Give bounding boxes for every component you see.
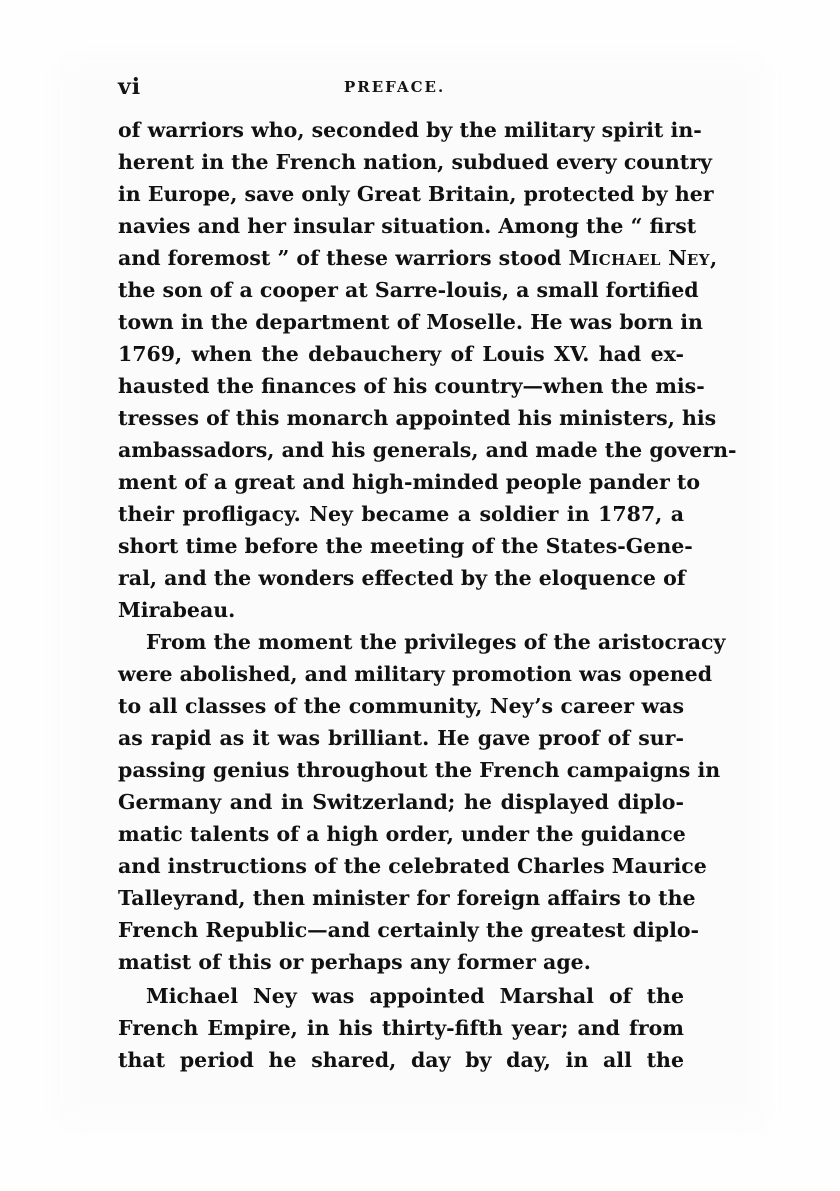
text-line: French Republic—and certainly the greatest diplo- [118, 918, 700, 942]
text-line: of warriors who, seconded by the military spirit in- [118, 118, 702, 142]
text-line: matist of this or perhaps any former age. [118, 950, 591, 974]
small-caps-initial: M [568, 246, 592, 270]
text-line: 1769, when the debauchery of Louis XV. had ex- [118, 342, 684, 366]
text-line: French Empire, in his thirty-fifth year; and from [118, 1016, 684, 1040]
text-line: passing genius throughout the French campaigns in [118, 758, 721, 782]
text-run: and foremost ” of these warriors stood [118, 246, 569, 270]
text-line: ambassadors, and his generals, and made the govern- [118, 438, 737, 462]
text-line: Michael Ney was appointed Marshal of the [146, 984, 684, 1008]
text-line: Germany and in Switzerland; he displayed diplo- [118, 790, 684, 814]
text-line: to all classes of the community, Ney’s career was [118, 694, 684, 718]
text-line: short time before the meeting of the States-Gene- [118, 534, 693, 558]
page-header [118, 74, 688, 104]
text-run: , [710, 246, 718, 270]
text-line: their profligacy. Ney became a soldier in 1787, a [118, 502, 684, 526]
text-line: herent in the French nation, subdued every country [118, 150, 712, 174]
text-line: the son of a cooper at Sarre-louis, a small fortified [118, 278, 699, 302]
page-number: vi [118, 74, 142, 100]
text-line: that period he shared, day by day, in all the [118, 1048, 684, 1072]
text-line [118, 242, 718, 274]
text-line: town in the department of Moselle. He was born in [118, 310, 703, 334]
text-line: hausted the finances of his country—when the mis- [118, 374, 705, 398]
text-line: From the moment the privileges of the aristocracy [146, 630, 726, 654]
running-title: PREFACE. [344, 78, 446, 96]
small-caps-rest: EY [686, 251, 710, 269]
small-caps-rest: ICHAEL [591, 251, 661, 269]
text-line: Talleyrand, then minister for foreign affairs to the [118, 886, 696, 910]
text-line: tresses of this monarch appointed his ministers, his [118, 406, 717, 430]
small-caps-initial: N [668, 246, 687, 270]
text-line: ral, and the wonders effected by the eloquence of [118, 566, 686, 590]
text-line: were abolished, and military promotion was opened [118, 662, 713, 686]
text-line: as rapid as it was brilliant. He gave proof of sur- [118, 726, 684, 750]
text-line: navies and her insular situation. Among the “ first [118, 214, 697, 238]
text-line: ment of a great and high-minded people pander to [118, 470, 701, 494]
text-line: in Europe, save only Great Britain, protected by her [118, 182, 714, 206]
text-line: Mirabeau. [118, 598, 236, 622]
text-line: and instructions of the celebrated Charles Maurice [118, 854, 707, 878]
text-line: matic talents of a high order, under the guidance [118, 822, 686, 846]
